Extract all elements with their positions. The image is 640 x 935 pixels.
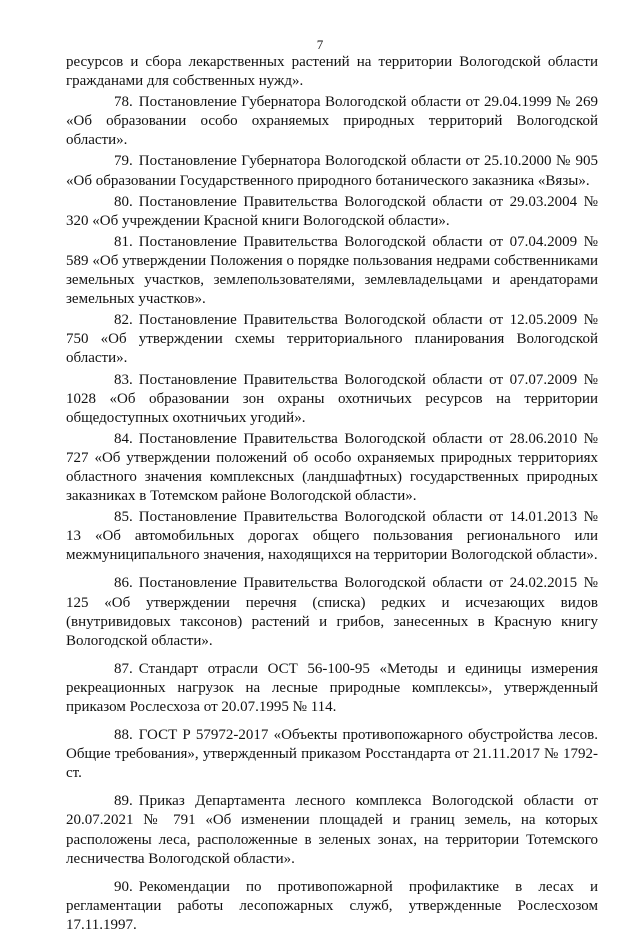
item-number: 83. xyxy=(114,371,133,388)
list-item-78 xyxy=(66,93,598,150)
list-item-86 xyxy=(66,574,598,650)
item-text: Рекомендации по противопожарной профилактике в лесах и регламентации работы лесопожарных служб, утвержденные Рослесхозом 17.11.1997. xyxy=(66,878,598,933)
list-item-87 xyxy=(66,660,598,717)
item-number: 89. xyxy=(114,793,133,810)
list-item-82 xyxy=(66,311,598,368)
list-item-80 xyxy=(66,193,598,231)
list-item-84 xyxy=(66,430,598,506)
item-text: Постановление Правительства Вологодской области от 07.07.2009 № 1028 «Об образовании зон охраны охотничьих ресурсов на территории общедоступных охотничьих угодий». xyxy=(66,371,598,426)
list-item-79 xyxy=(66,152,598,190)
item-number: 80. xyxy=(114,193,133,210)
item-text: Постановление Губернатора Вологодской области от 25.10.2000 № 905 «Об образовании Государственного природного ботанического заказника «Вязы». xyxy=(66,153,598,189)
list-item-85 xyxy=(66,508,598,565)
item-text: Постановление Правительства Вологодской области от 28.06.2010 № 727 «Об утверждении положений об особо охраняемых природных территориях областного значения комплексных (ландшафтных) государственных природных заказниках в Тотемском районе Вологодской области». xyxy=(66,430,598,505)
list-item-81 xyxy=(66,233,598,309)
item-text: Постановление Правительства Вологодской области от 12.05.2009 № 750 «Об утверждении схемы территориального планирования Вологодской области». xyxy=(66,312,598,367)
item-number: 78. xyxy=(114,94,133,111)
item-number: 79. xyxy=(114,153,133,170)
item-number: 85. xyxy=(114,509,133,526)
list-item-89 xyxy=(66,792,598,868)
item-number: 84. xyxy=(114,430,133,447)
item-text: Постановление Правительства Вологодской области от 07.04.2009 № 589 «Об утверждении Положения о порядке пользования недрами собственниками земельных участков, землепользователями, землевладельцами и арендаторами земельных участков». xyxy=(66,233,598,308)
item-text: Постановление Правительства Вологодской области от 14.01.2013 № 13 «Об автомобильных дорогах общего пользования регионального или межмуниципального значения, находящихся на территории Вологодской области». xyxy=(66,509,598,564)
item-text: Стандарт отрасли ОСТ 56-100-95 «Методы и единицы измерения рекреационных нагрузок на лесные природные комплексы», утвержденный приказом Рослесхоза от 20.07.1995 № 114. xyxy=(66,660,598,715)
list-item-90 xyxy=(66,878,598,935)
list-item-83 xyxy=(66,371,598,428)
item-text: Постановление Губернатора Вологодской области от 29.04.1999 № 269 «Об образовании особо охраняемых природных территорий Вологодской области». xyxy=(66,94,598,149)
document-body xyxy=(66,53,598,935)
page-number: 7 xyxy=(316,37,324,52)
item-text: ГОСТ Р 57972-2017 «Объекты противопожарного обустройства лесов. Общие требования», утвержденный приказом Росстандарта от 21.11.2017 № 1792-ст. xyxy=(66,727,598,782)
item-text: Постановление Правительства Вологодской области от 29.03.2004 № 320 «Об учреждении Красной книги Вологодской области». xyxy=(66,193,598,229)
list-item-88 xyxy=(66,726,598,783)
item-text: Приказ Департамента лесного комплекса Вологодской области от 20.07.2021 № 791 «Об изменении площадей и границ земель, на которых расположены леса, расположенные в зеленых зонах, на территории Тотемского лесничества Вологодской области». xyxy=(66,793,598,867)
item-text: Постановление Правительства Вологодской области от 24.02.2015 № 125 «Об утверждении перечня (списка) редких и исчезающих видов (внутривидовых таксонов) растений и грибов, занесенных в Красную книгу Вологодской области». xyxy=(66,575,598,649)
item-number: 82. xyxy=(114,312,133,329)
item-number: 88. xyxy=(114,727,133,744)
item-number: 81. xyxy=(114,233,133,250)
continuation-paragraph: ресурсов и сбора лекарственных растений на территории Вологодской области гражданами для собственных нужд». xyxy=(66,54,598,90)
item-number: 90. xyxy=(114,878,133,895)
item-number: 86. xyxy=(114,575,133,592)
item-number: 87. xyxy=(114,660,133,677)
